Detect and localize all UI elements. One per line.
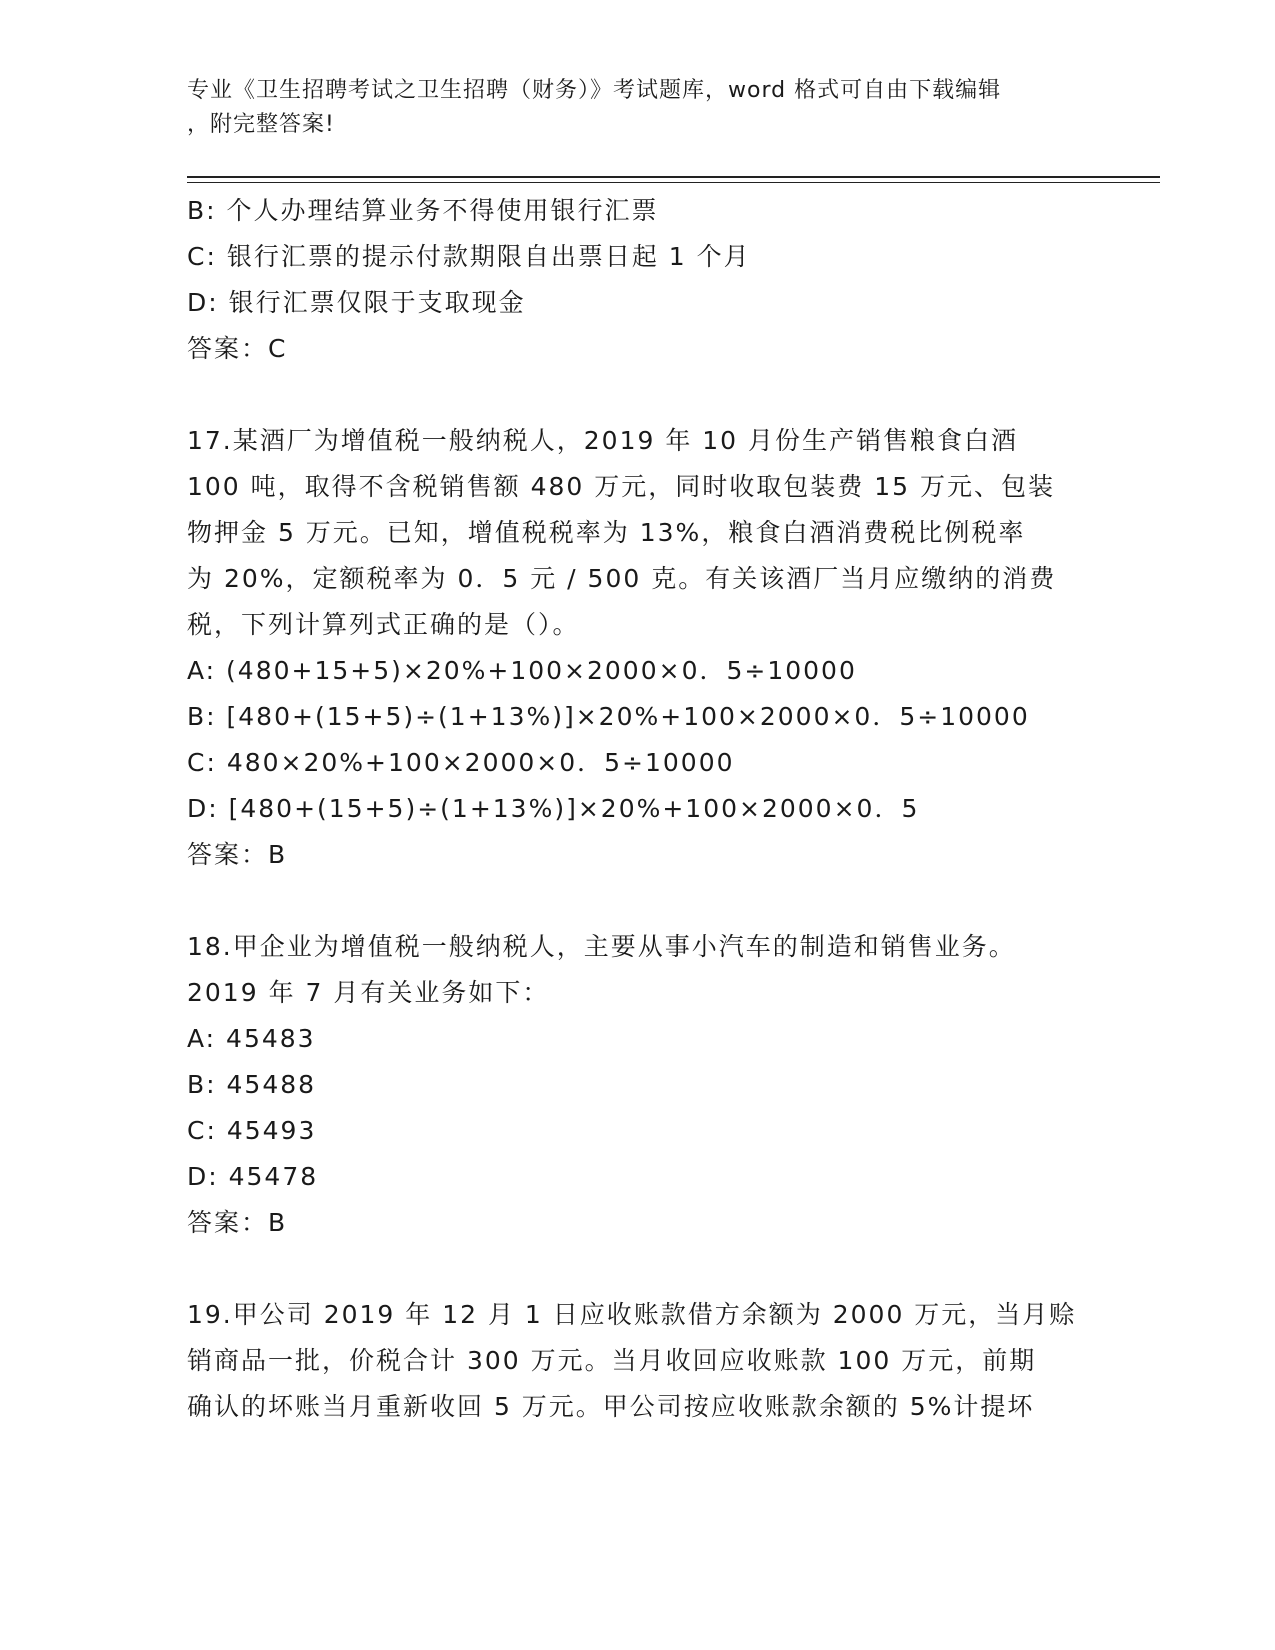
q16-option-c: C: 银行汇票的提示付款期限自出票日起 1 个月 [187, 242, 751, 271]
q17-stem-line: 税，下列计算列式正确的是（）。 [187, 610, 580, 639]
q19-stem-line: 销商品一批，价税合计 300 万元。当月收回应收账款 100 万元，前期 [187, 1346, 1037, 1375]
q17-stem-line: 为 20%，定额税率为 0．5 元 / 500 克。有关该酒厂当月应缴纳的消费 [187, 564, 1057, 593]
q17-option-c: C: 480×20%+100×2000×0．5÷10000 [187, 748, 735, 777]
q18-stem-line: 18.甲企业为增值税一般纳税人，主要从事小汽车的制造和销售业务。 [187, 932, 1016, 961]
q17-answer: 答案：B [187, 840, 288, 869]
spacer [187, 1246, 1087, 1292]
q18-option-a: A: 45483 [187, 1024, 316, 1053]
q17-option-d: D: [480+(15+5)÷(1+13%)]×20%+100×2000×0．5 [187, 794, 920, 823]
q17-stem-line: 100 吨，取得不含税销售额 480 万元，同时收取包装费 15 万元、包装 [187, 472, 1055, 501]
q17-option-b: B: [480+(15+5)÷(1+13%)]×20%+100×2000×0．5÷10000 [187, 702, 1030, 731]
header-line-2: ，附完整答案! [187, 112, 335, 137]
question-17 [187, 418, 1087, 878]
q17-stem-line: 物押金 5 万元。已知，增值税税率为 13%，粮食白酒消费税比例税率 [187, 518, 1026, 547]
question-19 [187, 1292, 1087, 1430]
q19-stem-line: 确认的坏账当月重新收回 5 万元。甲公司按应收账款余额的 5%计提坏 [187, 1392, 1035, 1421]
q18-option-b: B: 45488 [187, 1070, 317, 1099]
q17-stem-line: 17.某酒厂为增值税一般纳税人，2019 年 10 月份生产销售粮食白酒 [187, 426, 1019, 455]
q17-option-a: A: (480+15+5)×20%+100×2000×0．5÷10000 [187, 656, 857, 685]
question-16 [187, 188, 1087, 372]
q16-option-b: B: 个人办理结算业务不得使用银行汇票 [187, 196, 659, 225]
q16-option-d: D: 银行汇票仅限于支取现金 [187, 288, 526, 317]
header-line-1: 专业《卫生招聘考试之卫生招聘（财务）》考试题库，word 格式可自由下载编辑 [187, 78, 1002, 103]
spacer [187, 878, 1087, 924]
document-header [187, 74, 1067, 142]
question-18 [187, 924, 1087, 1246]
header-rule-thick [187, 176, 1160, 178]
q19-stem-line: 19.甲公司 2019 年 12 月 1 日应收账款借方余额为 2000 万元，当月赊 [187, 1300, 1077, 1329]
header-rule-thin [187, 182, 1160, 183]
document-content [187, 188, 1087, 1430]
q18-option-c: C: 45493 [187, 1116, 317, 1145]
q18-stem-line: 2019 年 7 月有关业务如下： [187, 978, 550, 1007]
q18-answer: 答案：B [187, 1208, 288, 1237]
q16-answer: 答案：C [187, 334, 288, 363]
spacer [187, 372, 1087, 418]
q18-option-d: D: 45478 [187, 1162, 319, 1191]
